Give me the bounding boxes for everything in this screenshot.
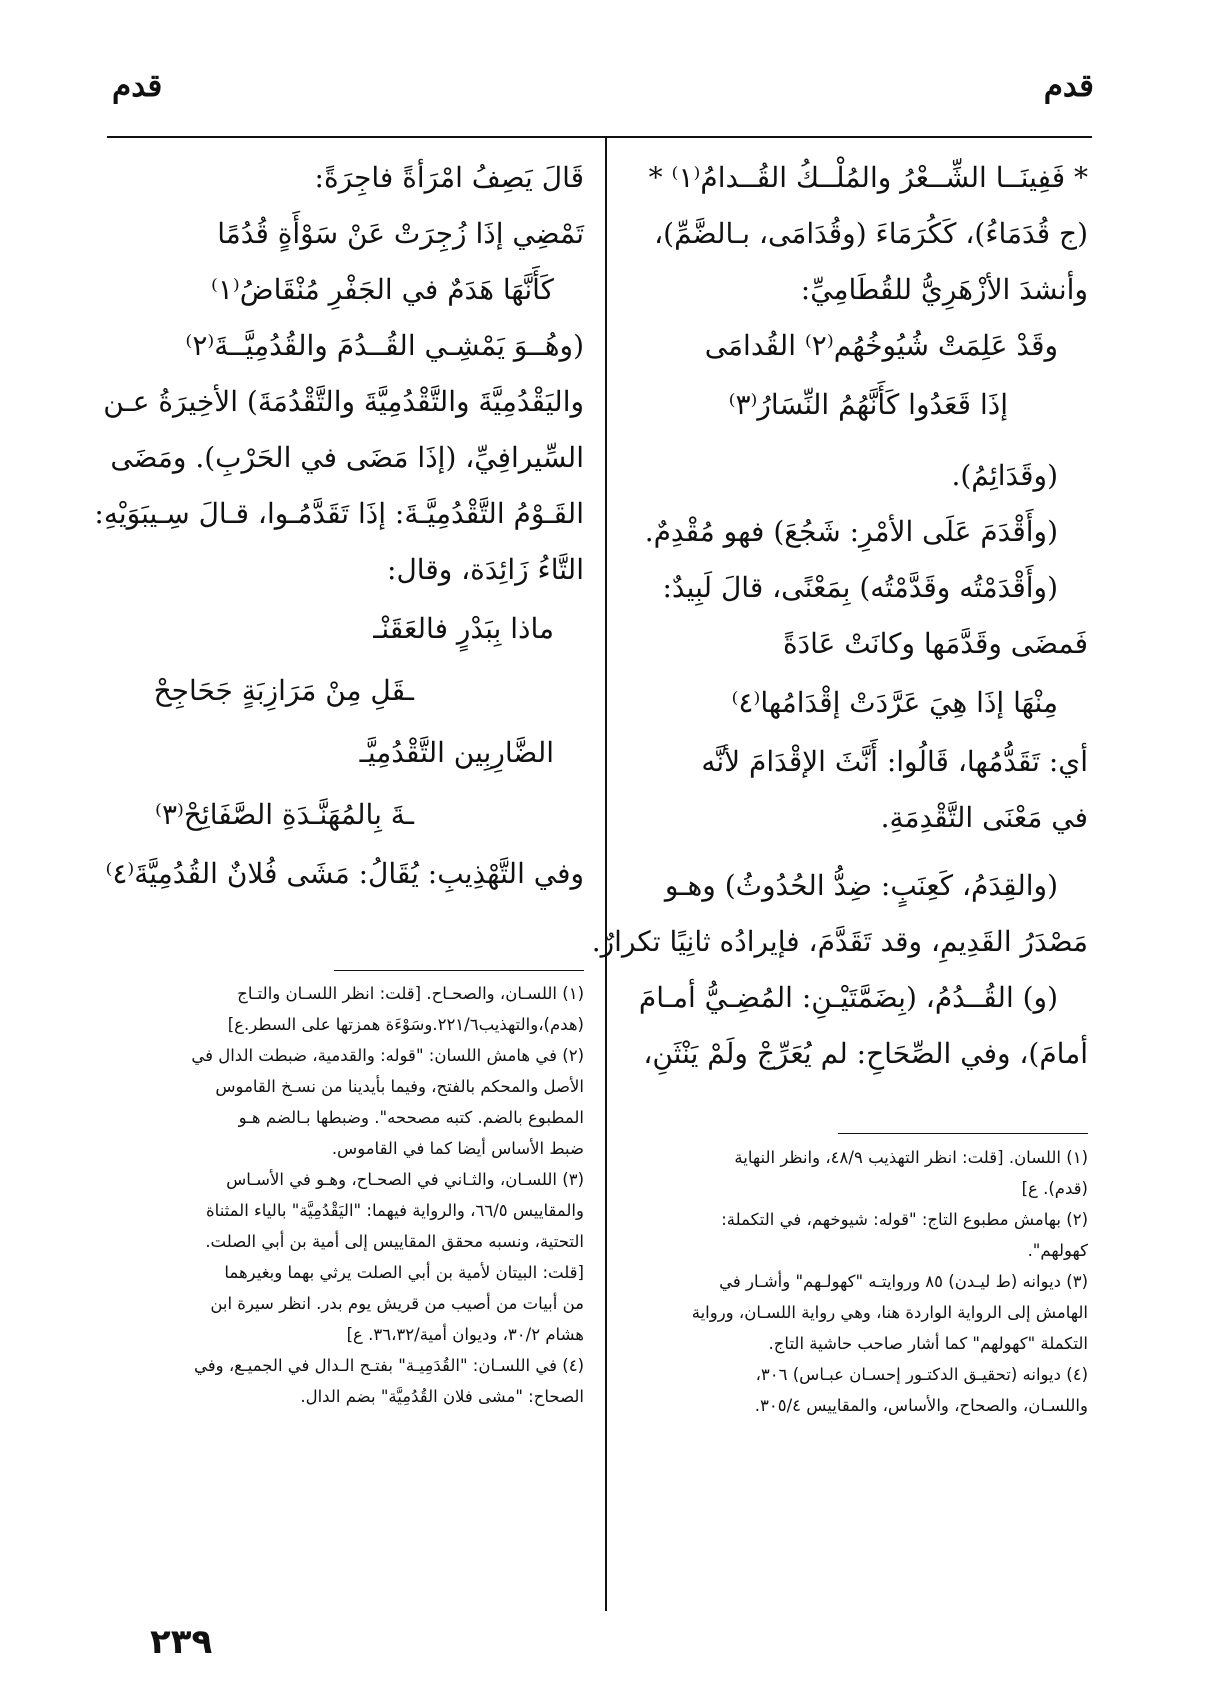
text-line: (و) القُــدُمُ، (بِضَمَّتَيْـنِ: المُضِـيُّ أمـامَ: [638, 981, 1058, 1014]
verse-line: الضَّارِبِين التَّقْدُمِيَّـ: [359, 736, 554, 769]
verse-line: ـقَلِ مِنْ مَرَازِبَةٍ جَحَاجِحْ: [153, 674, 414, 707]
header-rule: [107, 136, 1092, 138]
text-line: مَصْدَرُ القَدِيمِ، وقد تَقَدَّمَ، فإيرادُه ثانِيًا تكرارٌ.: [591, 925, 1088, 958]
footnote-line: واللسـان، والصحاح، والأساس، والمقاييس ٣٠٥/٤.: [754, 1396, 1088, 1415]
verse-line: مِنْهَا إذَا هِيَ عَرَّدَتْ إقْدَامُها⁽٤⁾: [731, 686, 1058, 719]
footnote-line: الأصل والمحكم بالفتح، وفيما بأيدينا من نسـخ القاموس: [215, 1077, 584, 1096]
footnote-line: (قدم). ع]: [1021, 1179, 1088, 1198]
text-line: (وأَقْدَمْتُه وقَدَّمْتُه) بِمَعْنًى، قالَ لَبِيدٌ:: [662, 571, 1058, 604]
text-line: * فَفِينَــا الشِّــعْرُ والمُلْــكُ القُــدامُ⁽١⁾ *: [648, 161, 1088, 194]
text-line: (ج قُدَمَاءُ)، كَكُرَمَاءَ (وقُدَامَى، بـالضَّمِّ)،: [654, 217, 1088, 250]
text-line: القَـوْمُ التَّقْدُمِيَّـةَ: إذَا تَقَدَّمُـوا، قـالَ سِـيبَوَيْهِ:: [94, 497, 584, 530]
verse-line: تَمْضِي إذَا زُجِرَتْ عَنْ سَوْأَةٍ قُدُمًا: [217, 217, 584, 250]
running-header-left: قدم: [112, 68, 163, 104]
footnote-line: والمقاييس ٦٦/٥، والرواية فيهما: "اليَقْدُمِيَّة" بالياء المثناة: [206, 1201, 584, 1220]
right-footnotes: [622, 1142, 1088, 1421]
verse-line: فَمضَى وقَدَّمَها وكانَتْ عَادَةً: [783, 627, 1088, 660]
verse-line: كَأَنَّهَا هَدَمٌ في الجَفْرِ مُنْقَاضُ⁽١⁾: [210, 273, 554, 306]
footnote-line: (١) اللسـان، والصحـاح. [قلت: انظر اللسـان والتـاج: [237, 984, 584, 1003]
text-line: أي: تَقَدُّمُها، قَالُوا: أَنَّثَ الإقْدَامَ لأنَّه: [701, 745, 1088, 778]
text-line: (وهُــوَ يَمْشِـي القُــدُمَ والقُدُمِيَّــةَ⁽٢⁾: [185, 329, 584, 362]
page-number: ٢٣٩: [150, 1622, 213, 1662]
text-line: (وقَدَائِمُ).: [951, 459, 1058, 492]
footnote-line: (١) اللسان. [قلت: انظر التهذيب ٤٨/٩، وانظر النهاية: [734, 1148, 1088, 1167]
running-header-right: قدم: [1043, 68, 1094, 104]
text-line: واليَقْدُمِيَّةَ والتَّقْدُمِيَّةَ والتَّقْدُمَةَ) الأخِيرَةُ عـن: [103, 385, 584, 418]
footnote-line: (٤) في اللسـان: "القُدَمِيـة" بفتـح الـدال في الجميـع، وفي: [193, 1356, 584, 1375]
footnote-line: من أبيات من أصيب من قريش يوم بدر. انظر سيرة ابن: [210, 1294, 584, 1313]
text-line: في مَعْنَى التَّقْدِمَةِ.: [880, 801, 1088, 834]
footnote-line: الهامش إلى الرواية الواردة هنا، وهي رواية اللسـان، ورواية: [691, 1303, 1088, 1322]
footnote-line: (٢) في هامش اللسان: "قوله: والقدمية، ضبطت الدال في: [191, 1046, 584, 1065]
left-footnotes: [114, 978, 584, 1412]
verse-line: ـةَ بِالمُهَنَّـدَةِ الصَّفَائِحْ⁽٣⁾: [155, 798, 414, 831]
footnote-line: (هدم)،والتهذيب٢٢١/٦.وسَوْءَة همزتها على السطر.ع]: [227, 1015, 584, 1034]
text-line: السِّيرافِيِّ، (إذَا مَضَى في الحَرْبِ). ومَضَى: [110, 441, 584, 474]
text-line: التَّاءُ زَائِدَة، وقال:: [387, 553, 584, 586]
footnote-line: (٣) ديوانه (ط ليـدن) ٨٥ وروايتـه "كهولـهم" وأشـار في: [719, 1272, 1088, 1291]
text-line: (والقِدَمُ، كَعِنَبٍ: ضِدُّ الحُدُوثُ) وهـو: [664, 869, 1058, 902]
footnote-line: التكملة "كهولهم" كما أشار صاحب حاشية التاج.: [768, 1334, 1088, 1353]
text-line: قَالَ يَصِفُ امْرَأةً فاجِرَةً:: [314, 161, 584, 194]
left-column: [94, 150, 584, 902]
verse-line: وقَدْ عَلِمَتْ شُيُوخُهُم⁽٢⁾ القُدامَى: [704, 329, 1058, 362]
verse-line: إذَا قَعَدُوا كَأَنَّهُمُ النِّسَارُ⁽٣⁾: [728, 388, 1008, 421]
footnote-line: كهولهم".: [1027, 1241, 1088, 1260]
right-column: [591, 150, 1088, 1082]
column-divider: [605, 136, 607, 1611]
footnote-line: هشام ٣٠/٢، وديوان أمية/٣٦،٣٢. ع]: [346, 1325, 584, 1344]
text-line: وفي التَّهْذِيبِ: يُقَالُ: مَشَى فُلانٌ القُدُمِيَّةَ⁽٤⁾: [105, 857, 584, 890]
footnote-separator: [838, 1133, 1088, 1134]
text-line: أمامَ)، وفي الصِّحَاحِ: لم يُعَرِّجْ ولَمْ يَنْثَنِ،: [643, 1037, 1088, 1070]
text-line: (وأَقْدَمَ عَلَى الأمْرِ: شَجُعَ) فهو مُقْدِمٌ.: [644, 515, 1058, 548]
text-line: وأنشدَ الأزْهَرِيُّ للقُطَامِيِّ:: [800, 273, 1088, 306]
footnote-separator: [334, 970, 584, 971]
footnote-line: التحتية، ونسبه محقق المقاييس إلى أمية بن أبي الصلت.: [205, 1232, 584, 1251]
footnote-line: (٣) اللسـان، والثـاني في الصحـاح، وهـو في الأسـاس: [226, 1170, 584, 1189]
footnote-line: المطبوع بالضم. كتبه مصححه". وضبطها بـالضم هـو: [238, 1108, 584, 1127]
footnote-line: الصحاح: "مشى فلان القُدُمِيَّة" بضم الدال.: [300, 1387, 584, 1406]
footnote-line: ضبط الأساس أيضا كما في القاموس.: [331, 1139, 584, 1158]
footnote-line: (٢) بهامش مطبوع التاج: "قوله: شيوخهم، في التكملة:: [721, 1210, 1088, 1229]
verse-line: ماذا بِبَدْرٍ فالعَقَنْـ: [373, 612, 554, 645]
footnote-line: (٤) ديوانه (تحقيـق الدكتـور إحسـان عبـاس) ٣٠٦،: [755, 1365, 1088, 1384]
footnote-line: [قلت: البيتان لأمية بن أبي الصلت يرثي بهما وبغيرهما: [224, 1263, 584, 1282]
